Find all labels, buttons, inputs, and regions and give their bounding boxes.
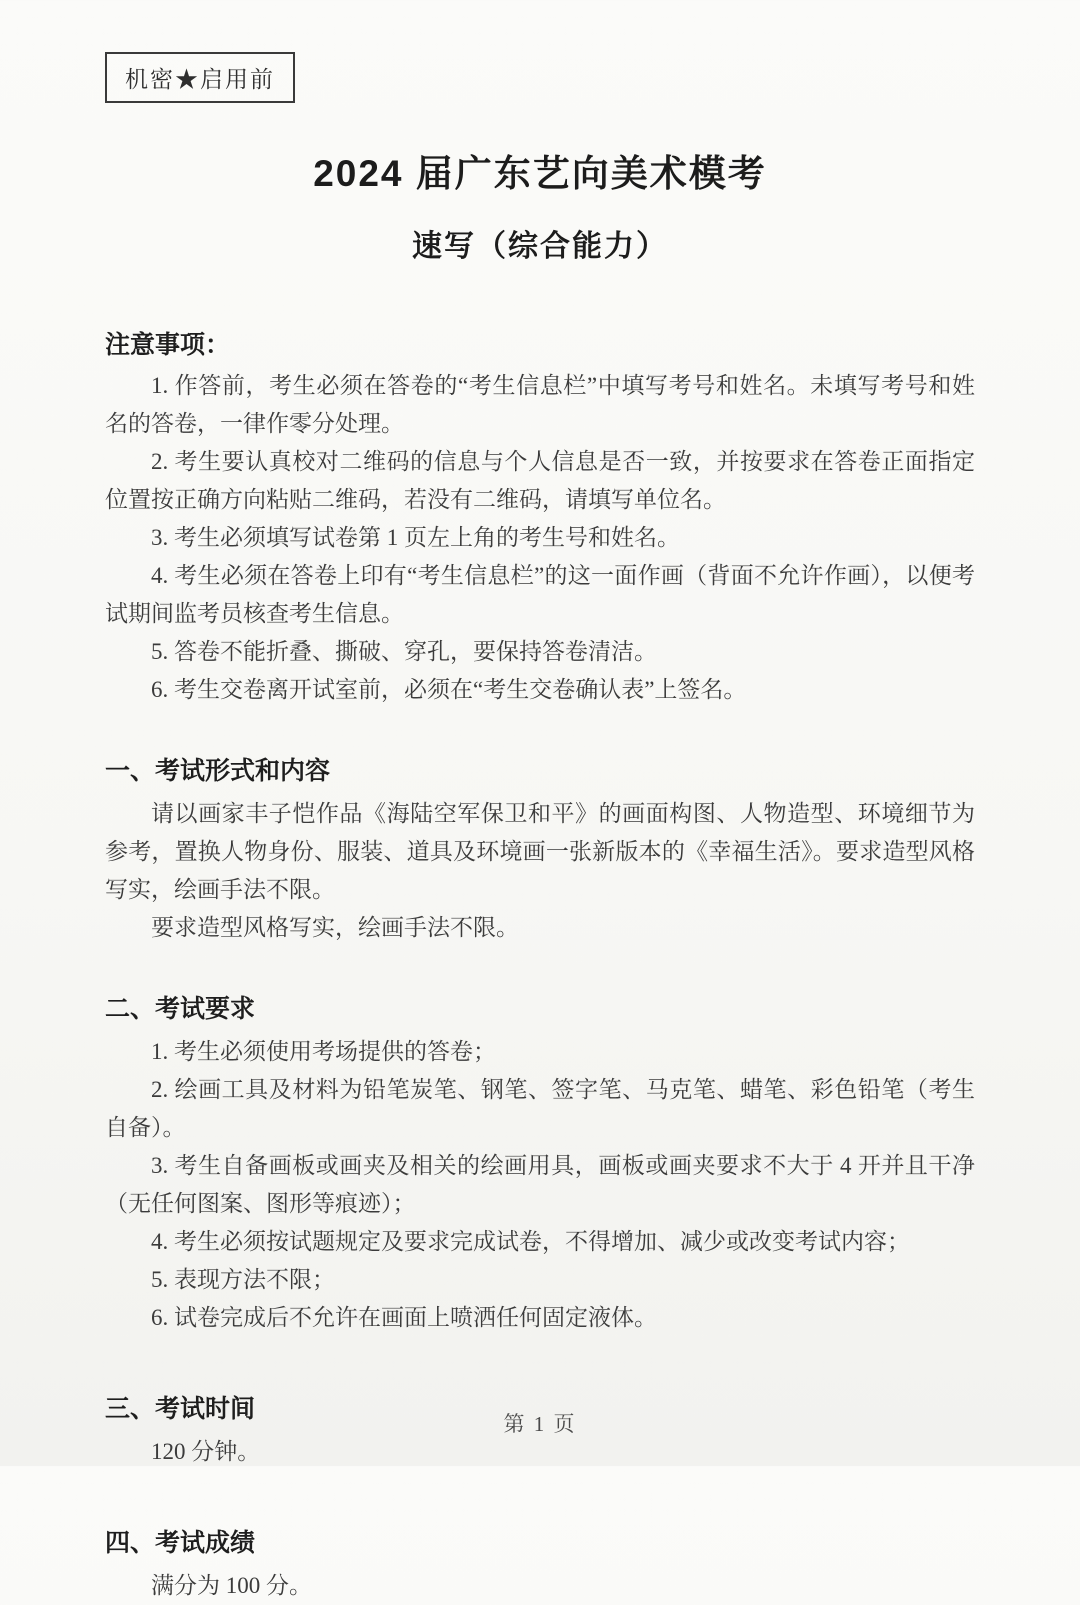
- exam-title: 2024 届广东艺向美术模考: [313, 153, 767, 194]
- section-paragraph: 要求造型风格写实，绘画手法不限。: [151, 915, 519, 940]
- section-paragraph: 请以画家丰子恺作品《海陆空军保卫和平》的画面构图、人物造型、环境细节为参考，置换人物身份、服装、道具及环境画一张新版本的《幸福生活》。要求造型风格写实，绘画手法不限。: [105, 801, 975, 902]
- section-heading: 四、考试成绩: [105, 1529, 256, 1557]
- confidential-label: 机密★启用前: [125, 67, 275, 92]
- section-exam-requirements: [105, 989, 975, 1337]
- section-exam-score: [105, 1523, 975, 1605]
- notice-item: 6. 考生交卷离开试室前，必须在“考生交卷确认表”上签名。: [151, 677, 747, 702]
- notice-item: 5. 答卷不能折叠、撕破、穿孔，要保持答卷清洁。: [151, 639, 657, 664]
- notice-item: 3. 考生必须填写试卷第 1 页左上角的考生号和姓名。: [151, 525, 680, 550]
- notice-item: 1. 作答前，考生必须在答卷的“考生信息栏”中填写考号和姓名。未填写考号和姓名的答卷，一律作零分处理。: [105, 373, 975, 436]
- notice-item: 2. 考生要认真校对二维码的信息与个人信息是否一致，并按要求在答卷正面指定位置按正确方向粘贴二维码，若没有二维码，请填写单位名。: [105, 449, 975, 512]
- notice-item: 4. 考生必须在答卷上印有“考生信息栏”的这一面作画（背面不允许作画），以便考试期间监考员核查考生信息。: [105, 563, 975, 626]
- section-paragraph: 2. 绘画工具及材料为铅笔炭笔、钢笔、签字笔、马克笔、蜡笔、彩色铅笔（考生自备）。: [105, 1077, 975, 1140]
- section-paragraph: 4. 考生必须按试题规定及要求完成试卷，不得增加、减少或改变考试内容；: [151, 1229, 910, 1254]
- section-heading: 一、考试形式和内容: [105, 757, 331, 785]
- exam-subtitle: 速写（综合能力）: [412, 230, 668, 263]
- section-paragraph: 满分为 100 分。: [151, 1573, 312, 1598]
- confidential-stamp: [105, 52, 295, 103]
- section-paragraph: 3. 考生自备画板或画夹及相关的绘画用具，画板或画夹要求不大于 4 开并且干净（无任何图案、图形等痕迹）；: [105, 1153, 975, 1216]
- section-paragraph: 5. 表现方法不限；: [151, 1267, 335, 1292]
- section-exam-form-content: [105, 751, 975, 947]
- page-number: 第 1 页: [503, 1412, 577, 1436]
- section-paragraph: 120 分钟。: [151, 1439, 261, 1464]
- notice-section: [105, 325, 975, 709]
- section-heading: 二、考试要求: [105, 995, 256, 1023]
- section-heading: 三、考试时间: [105, 1395, 256, 1423]
- notice-heading: 注意事项：: [105, 331, 231, 359]
- section-paragraph: 1. 考生必须使用考场提供的答卷；: [151, 1039, 496, 1064]
- section-paragraph: 6. 试卷完成后不允许在画面上喷洒任何固定液体。: [151, 1305, 657, 1330]
